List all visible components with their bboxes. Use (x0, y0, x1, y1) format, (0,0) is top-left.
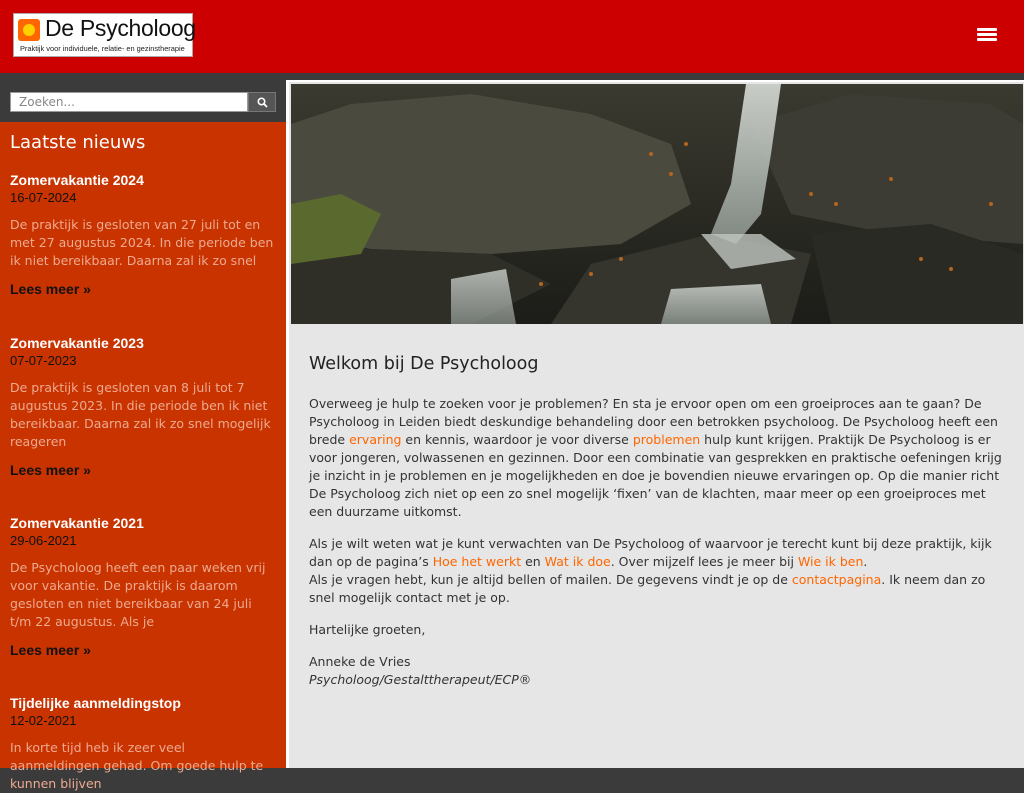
news-excerpt: De Psycholoog heeft een paar weken vrij voor vakantie. De praktijk is daarom gesloten en niet bereikbaar van 24 juli t/m 22 augustus. Als je (10, 560, 266, 629)
search-button[interactable] (248, 92, 276, 112)
signoff-name: Anneke de Vries (309, 654, 411, 669)
read-more-link[interactable]: Lees meer » (10, 642, 91, 658)
news-date: 29-06-2021 (10, 533, 77, 548)
text-span: hulp kunt krijgen. Praktijk De Psycholoog is er voor jongeren, volwassenen en gezinnen. Door een combinatie van gesprekken en praktische oefeningen krijg je inzicht in je problemen en je mogelijkheden en doe je bovendien nieuwe ervaringen op. Op die manier richt De Psycholoog zich niet op een zo snel mogelijk ‘fixen’ van de klachten, maar meer op een groeiproces met een duurzame uitkomst. (309, 432, 1002, 519)
news-title[interactable]: Zomervakantie 2024 (10, 172, 144, 188)
link-contactpagina[interactable]: contactpagina (791, 572, 882, 587)
signoff (309, 653, 1007, 689)
read-more-link[interactable]: Lees meer » (10, 281, 91, 297)
news-date: 16-07-2024 (10, 190, 77, 205)
text-span: . Over mijzelf lees je meer bij (610, 554, 798, 569)
logo-mark-icon (18, 19, 40, 41)
news-heading: Laatste nieuws (10, 132, 146, 153)
news-item (10, 515, 276, 659)
link-wat-ik-doe[interactable]: Wat ik doe (544, 554, 611, 569)
text-span: en kennis, waardoor je voor diverse (401, 432, 633, 447)
news-excerpt: De praktijk is gesloten van 8 juli tot 7 augustus 2023. In die periode ben ik niet bereikbaar. Daarna zal ik zo snel mogelijk reageren (10, 380, 271, 449)
link-ervaring[interactable]: ervaring (349, 432, 402, 447)
text-span: . Ik neem dan zo snel mogelijk contact met je op. (309, 572, 986, 605)
text-span: en (521, 554, 545, 569)
signoff-role: Psycholoog/Gestalttherapeut/ECP® (309, 672, 532, 687)
sidebar (0, 73, 286, 791)
news-excerpt: In korte tijd heb ik zeer veel aanmeldingen gehad. Om goede hulp te kunnen blijven (10, 740, 264, 791)
site-header (0, 0, 1024, 73)
info-paragraph (309, 535, 1007, 607)
search-area (0, 73, 286, 122)
read-more-link[interactable]: Lees meer » (10, 462, 91, 478)
search-icon (257, 97, 268, 108)
link-problemen[interactable]: problemen (632, 432, 701, 447)
text-span: Als je vragen hebt, kun je altijd bellen of mailen. De gegevens vindt je op de (309, 572, 792, 587)
page-title: Welkom bij De Psycholoog (309, 354, 539, 374)
news-title[interactable]: Zomervakantie 2021 (10, 515, 144, 531)
intro-paragraph (309, 395, 1007, 521)
link-wie-ik-ben[interactable]: Wie ik ben (797, 554, 864, 569)
site-logo[interactable] (13, 13, 196, 57)
news-title[interactable]: Tijdelijke aanmeldingstop (10, 695, 181, 711)
logo-tagline: Praktijk voor individuele, relatie- en gezinstherapie (20, 44, 185, 53)
hero-waterfall-image (291, 84, 1023, 324)
news-date: 12-02-2021 (10, 713, 77, 728)
link-hoe-het-werkt[interactable]: Hoe het werkt (432, 554, 522, 569)
text-span: Overweeg je hulp te zoeken voor je problemen? En sta je ervoor open om een groeiproces aan te gaan? De Psycholoog in Leiden biedt deskundige behandeling door een betrokken psycholoog. De Psycholoog heeft een brede (309, 396, 998, 447)
main-content (286, 80, 1024, 768)
news-item (10, 172, 276, 298)
welcome-article (309, 354, 1007, 703)
news-title[interactable]: Zomervakantie 2023 (10, 335, 144, 351)
hamburger-menu-icon[interactable] (975, 26, 999, 48)
news-item (10, 335, 276, 479)
news-excerpt: De praktijk is gesloten van 27 juli tot en met 27 augustus 2024. In die periode ben ik niet bereikbaar. Daarna zal ik zo snel (10, 217, 274, 268)
search-input[interactable] (10, 92, 248, 112)
logo-title: De Psycholoog (45, 15, 196, 41)
news-date: 07-07-2023 (10, 353, 77, 368)
news-item (10, 695, 276, 793)
greeting: Hartelijke groeten, (309, 622, 426, 637)
text-span: . (863, 554, 868, 569)
text-span: Als je wilt weten wat je kunt verwachten van De Psycholoog of waarvoor je terecht kunt bij deze praktijk, kijk dan op de pagina’s (309, 536, 992, 569)
